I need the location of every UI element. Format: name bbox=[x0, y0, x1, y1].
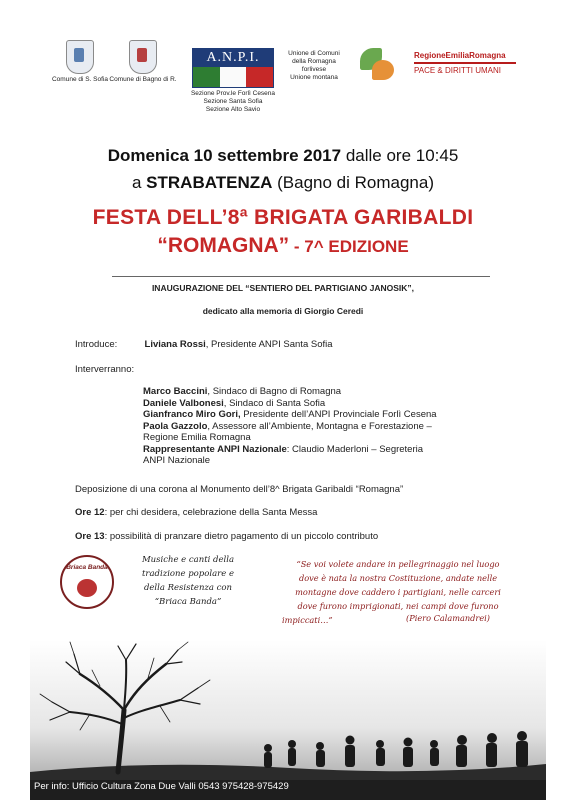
anpi-caption-line: Sezione Alto Savio bbox=[205, 106, 261, 113]
event-date bbox=[0, 146, 566, 166]
comune-bagno-logo bbox=[106, 40, 180, 84]
introduce-role: , Presidente ANPI Santa Sofia bbox=[205, 339, 333, 350]
music-line: Musiche e canti della bbox=[141, 555, 235, 565]
quote-line: dove è nata la nostra Costituzione, andate nelle bbox=[298, 573, 498, 583]
santa-sofia-crest-icon bbox=[66, 40, 94, 74]
unione-line: Unione montana bbox=[290, 74, 338, 81]
schedule-time: Ore 12 bbox=[75, 507, 105, 518]
place-detail: (Bagno di Romagna) bbox=[272, 173, 434, 192]
speaker-item: Paola Gazzolo, Assessore all’Ambiente, Montagna e Forestazione – bbox=[143, 420, 432, 432]
speaker-item: Rappresentante ANPI Nazionale: Claudio Maderloni – Segreteria bbox=[143, 443, 424, 455]
leaf-icon bbox=[356, 46, 396, 82]
schedule-time: Ore 13 bbox=[75, 531, 105, 542]
unione-line: della Romagna bbox=[292, 58, 336, 65]
speaker-item: Regione Emilia Romagna bbox=[143, 432, 251, 443]
quote-line: dove furono imprigionati, nei campi dove furono bbox=[297, 601, 499, 611]
introduce-line bbox=[75, 339, 333, 350]
inauguration-heading: INAUGURAZIONE DEL “SENTIERO DEL PARTIGIANO JANOSIK”, bbox=[151, 283, 415, 293]
dedication-line: dedicato alla memoria di Giorgio Ceredi bbox=[202, 306, 364, 316]
bagno-crest-icon bbox=[129, 40, 157, 74]
regione-name: RegioneEmiliaRomagna bbox=[414, 52, 516, 64]
place-name: STRABATENZA bbox=[146, 173, 273, 192]
music-line: tradizione popolare e bbox=[142, 569, 234, 579]
event-place bbox=[0, 173, 566, 193]
quote-line: “Se voi volete andare in pellegrinaggio nel luogo bbox=[296, 559, 500, 569]
music-description bbox=[118, 553, 258, 609]
band-logo-text: Briaca Banda bbox=[66, 564, 108, 571]
music-line: “Briaca Banda” bbox=[154, 597, 222, 607]
speakers-list bbox=[143, 386, 483, 467]
event-time: dalle ore 10:45 bbox=[341, 146, 459, 165]
schedule-item bbox=[75, 531, 378, 542]
band-emblem-icon bbox=[77, 579, 97, 597]
unione-line: Unione di Comuni bbox=[288, 50, 340, 57]
comune-santa-sofia-logo bbox=[50, 40, 110, 84]
quote-line: montagne dove caddero i partigiani, nelle carceri bbox=[295, 587, 501, 597]
partisans-photo bbox=[30, 640, 546, 800]
anpi-flag-icon bbox=[192, 48, 274, 88]
footer-info: Per info: Ufficio Cultura Zona Due Valli 0543 975428-975429 bbox=[34, 781, 289, 792]
deposition-line: Deposizione di una corona al Monumento dell’8^ Brigata Garibaldi “Romagna” bbox=[75, 484, 404, 495]
schedule-text: : possibilità di pranzare dietro pagamento di un piccolo contributo bbox=[104, 531, 379, 542]
regione-emilia-romagna-logo bbox=[414, 52, 516, 75]
divider bbox=[112, 276, 490, 277]
anpi-caption-line: Sezione Prov.le Forlì Cesena bbox=[190, 90, 276, 97]
comune-bagno-caption: Comune di Bagno di R. bbox=[109, 76, 177, 83]
schedule-text: : per chi desidera, celebrazione della Santa Messa bbox=[104, 507, 318, 518]
unione-comuni-text bbox=[282, 50, 346, 82]
unione-line: forlivese bbox=[301, 66, 327, 73]
introduce-name: Liviana Rossi bbox=[144, 339, 206, 350]
logo-row bbox=[0, 38, 566, 113]
edition-label: - 7^ EDIZIONE bbox=[289, 237, 409, 256]
introduce-label: Introduce: bbox=[75, 339, 118, 350]
anpi-mark: A.N.P.I. bbox=[193, 49, 273, 67]
event-date-bold: Domenica 10 settembre 2017 bbox=[107, 146, 342, 165]
anpi-logo bbox=[188, 48, 278, 114]
speaker-item: Gianfranco Miro Gori, Presidente dell’ANPI Provinciale Forlì Cesena bbox=[143, 409, 437, 420]
regione-pace-subtitle: PACE & DIRITTI UMANI bbox=[414, 66, 501, 75]
unione-leaf-logo bbox=[356, 46, 400, 82]
event-title-line2 bbox=[0, 234, 566, 258]
anpi-caption-line: Sezione Santa Sofia bbox=[203, 98, 263, 105]
schedule-item bbox=[75, 507, 317, 518]
music-line: della Resistenza con bbox=[143, 583, 233, 593]
quote-author: (Piero Calamandrei) bbox=[406, 613, 490, 623]
speaker-item: ANPI Nazionale bbox=[143, 455, 211, 466]
interverranno-label: Interverranno: bbox=[75, 364, 135, 375]
speaker-item: Marco Baccini, Sindaco di Bagno di Romagna bbox=[143, 386, 342, 397]
speaker-item: Daniele Valbonesi, Sindaco di Santa Sofia bbox=[143, 397, 326, 409]
comune-santa-sofia-caption: Comune di S. Sofia bbox=[51, 76, 108, 83]
brigade-name: “ROMAGNA” bbox=[157, 234, 290, 257]
briaca-banda-logo bbox=[60, 555, 114, 609]
event-title-line1: FESTA DELL’8ª BRIGATA GARIBALDI bbox=[92, 206, 474, 229]
quote-line: impiccati…” bbox=[282, 615, 333, 625]
place-prefix: a bbox=[131, 173, 147, 192]
